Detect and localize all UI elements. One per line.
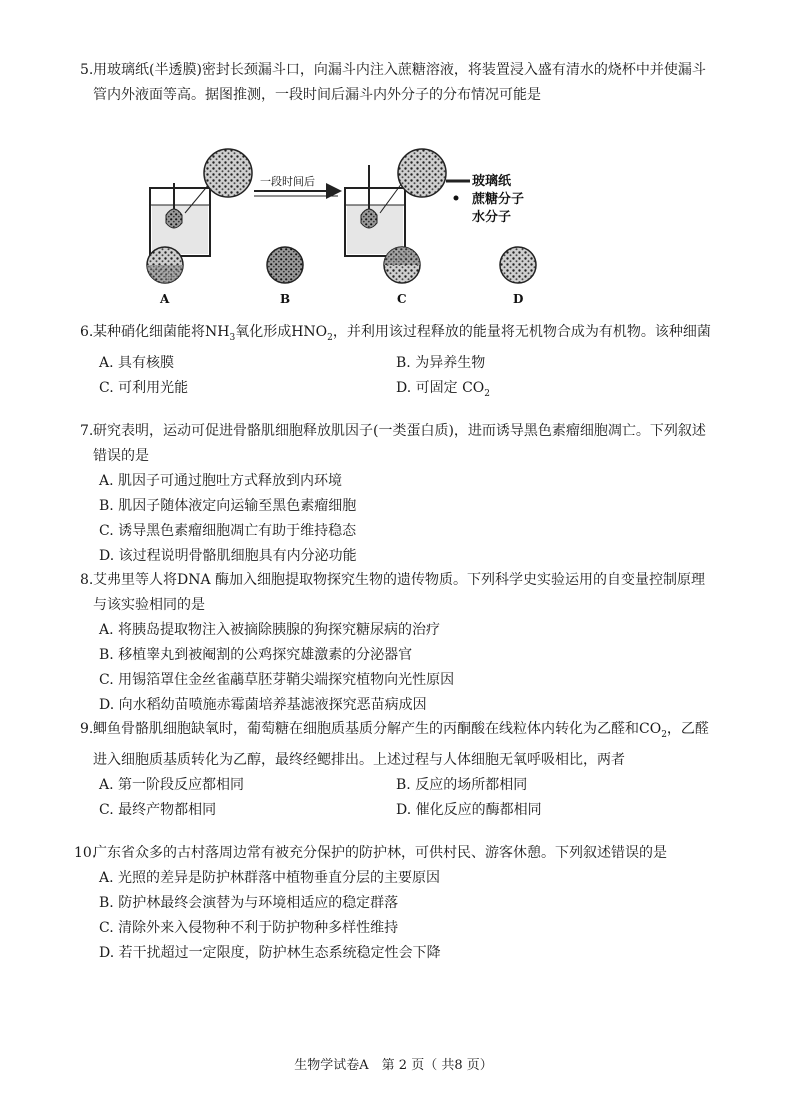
option-circle-c (384, 247, 420, 306)
question-stem: 研究表明，运动可促进骨骼肌细胞释放肌因子(一类蛋白质)，进而诱导黑色素瘤细胞凋亡。下列叙述错误的是 (93, 423, 706, 464)
option-c[interactable]: C. 清除外来入侵物种不利于防护物种多样性维持 (99, 920, 399, 936)
question-stem: 用玻璃纸(半透膜)密封长颈漏斗口，向漏斗内注入蔗糖溶液，将装置浸入盛有清水的烧杯中并使漏斗管内外液面等高。据图推测，一段时间后漏斗内外分子的分布情况可能是 (93, 62, 706, 103)
option-a[interactable]: A. 将胰岛提取物注入被摘除胰腺的狗探究糖尿病的治疗 (99, 622, 441, 638)
option-a[interactable]: A. 第一阶段反应都相同 (99, 776, 245, 793)
option-a[interactable]: A. 具有核膜 (99, 354, 175, 371)
option-c[interactable]: C. 最终产物都相同 (99, 801, 217, 818)
option-b[interactable]: B. 肌因子随体液定向运输至黑色素瘤细胞 (99, 498, 357, 514)
option-d[interactable]: D. 可固定 $CO_2$ (396, 379, 490, 399)
option-a[interactable]: A. 肌因子可通过胞吐方式释放到内环境 (99, 473, 343, 489)
option-label-b: B (280, 292, 291, 306)
page-footer: 生物学试卷A 第 2 页（ 共8 页） (294, 1058, 493, 1073)
osmosis-figure (140, 143, 580, 308)
legend-cellophane: 玻璃纸 (472, 174, 512, 189)
option-d[interactable]: D. 向水稻幼苗喷施赤霉菌培养基滤液探究恶苗病成因 (99, 697, 427, 713)
option-c[interactable]: C. 可利用光能 (99, 379, 189, 396)
option-d[interactable]: D. 催化反应的酶都相同 (396, 801, 542, 818)
question-number: 8. (80, 572, 94, 588)
legend-sucrose: 蔗糖分子 (472, 192, 525, 207)
question-9 (80, 717, 713, 823)
options (99, 773, 713, 823)
question-8 (80, 568, 713, 718)
options (99, 469, 713, 569)
option-circle-d (500, 247, 536, 306)
question-number: 6. (80, 324, 94, 340)
options (99, 866, 713, 966)
option-label-d: D (513, 292, 524, 306)
option-circle-a (147, 247, 183, 306)
option-circle-b (267, 247, 303, 306)
option-d[interactable]: D. 若干扰超过一定限度，防护林生态系统稳定性会下降 (99, 945, 441, 961)
question-7 (80, 419, 713, 569)
options (99, 618, 713, 718)
option-label-c: C (397, 292, 407, 306)
option-c[interactable]: C. 用锡箔罩住金丝雀虉草胚芽鞘尖端探究植物向光性原因 (99, 672, 455, 688)
question-stem: 艾弗里等人将DNA 酶加入细胞提取物探究生物的遗传物质。下列科学史实验运用的自变量控制原理与该实验相同的是 (93, 572, 706, 613)
question-stem: 某种硝化细菌能将$NH_3$氧化形成$HNO_2$，并利用该过程释放的能量将无机物合成为有机物。该种细菌 (93, 324, 711, 343)
zoom-circle-after (380, 149, 446, 213)
beaker-after (345, 165, 405, 256)
option-d[interactable]: D. 该过程说明骨骼肌细胞具有内分泌功能 (99, 548, 357, 564)
time-arrow (254, 174, 338, 196)
question-number: 10. (74, 845, 97, 861)
question-number: 9. (80, 721, 94, 737)
option-b[interactable]: B. 为异养生物 (396, 354, 486, 371)
option-b[interactable]: B. 防护林最终会演替为与环境相适应的稳定群落 (99, 895, 399, 911)
options (99, 351, 713, 401)
option-label-a: A (160, 292, 170, 306)
zoom-circle-before (185, 149, 252, 213)
arrow-label: 一段时间后 (260, 175, 315, 188)
question-number: 7. (80, 423, 94, 439)
legend-water: 水分子 (472, 210, 512, 225)
question-stem: 广东省众多的古村落周边常有被充分保护的防护林，可供村民、游客休憩。下列叙述错误的是 (93, 845, 667, 861)
question-5 (80, 58, 713, 108)
option-b[interactable]: B. 反应的场所都相同 (396, 776, 528, 793)
figure-legend (446, 173, 524, 225)
option-c[interactable]: C. 诱导黑色素瘤细胞凋亡有助于维持稳态 (99, 523, 357, 539)
question-10 (74, 841, 713, 966)
option-a[interactable]: A. 光照的差异是防护林群落中植物垂直分层的主要原因 (99, 870, 441, 886)
option-b[interactable]: B. 移植睾丸到被阉割的公鸡探究雄激素的分泌器官 (99, 647, 413, 663)
question-stem: 鲫鱼骨骼肌细胞缺氧时，葡萄糖在细胞质基质分解产生的丙酮酸在线粒体内转化为乙醛和$CO_2$，乙醛进入细胞质基质转化为乙醇，最终经鳃排出。上述过程与人体细胞无氧呼吸相比，两者 (93, 721, 709, 768)
question-6 (80, 320, 713, 401)
question-number: 5. (80, 62, 94, 78)
